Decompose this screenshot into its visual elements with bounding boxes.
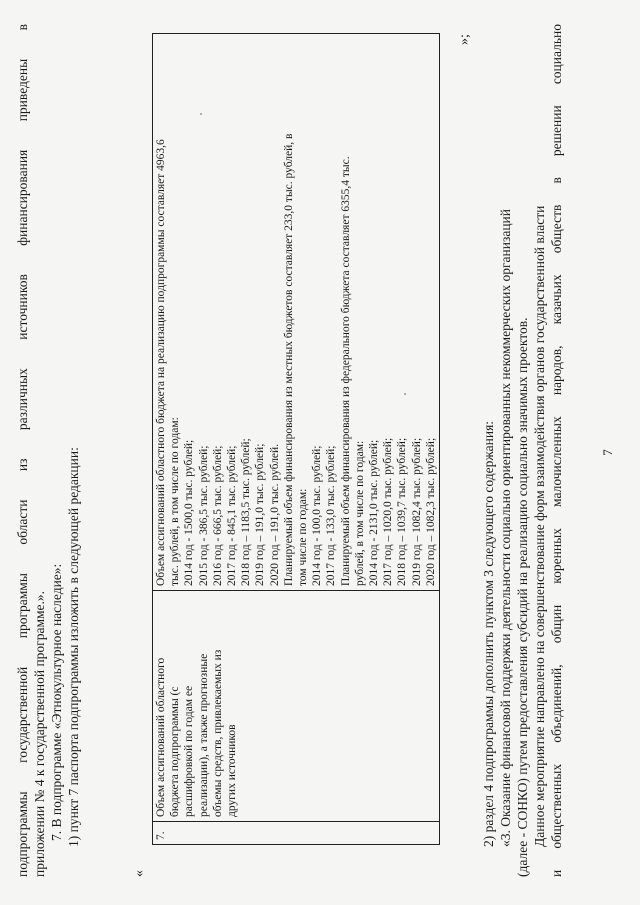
passport-table [152, 33, 440, 845]
close-quote: »; [457, 34, 472, 45]
scan-speck [404, 393, 406, 395]
label-line: реализации), а также прогнозные [197, 653, 210, 817]
table-row [153, 34, 440, 845]
content-line: 2015 год - 386,5 тыс. рублей; [197, 445, 210, 586]
section-3-line-2: (далее - СОНКО) путем предоставления субсидий на реализацию социально значимых проектов. [515, 317, 530, 877]
label-line: Объем ассигнований областного [155, 657, 167, 817]
section-3-line-1: «3. Оказание финансовой поддержки деятельности социально ориентированных некоммерческих организаций [498, 209, 513, 847]
open-quote: « [132, 870, 147, 877]
intro-line-1: подпрограммы государственной программы области из различных источников финансирования приведены в [15, 24, 30, 877]
content-line: 2018 год – 1183,5 тыс. рублей; [240, 438, 253, 586]
content-line: 2019 год – 191,0 тыс. рублей; [254, 443, 267, 586]
content-line: 2018 год – 1039,7 тыс. рублей; [396, 437, 409, 586]
content-line: 2017 год - 845,1 тыс. рублей; [226, 445, 239, 586]
content-line: 2016 год - 666,5 тыс. рублей; [211, 445, 224, 586]
intro-line-2: приложении № 4 к государственной программе.». [32, 590, 47, 877]
label-line: расшифровкой по годам ее [183, 685, 196, 817]
content-line: Объем ассигнований областного бюджета на реализацию подпрограммы составляет 4963,6 [155, 139, 167, 586]
content-line: Планируемый объем финансирования из федерального бюджета составляет 6355,4 тыс. [339, 156, 352, 586]
content-line: том числе по годам: [297, 488, 310, 586]
page-number: 7 [600, 449, 615, 456]
measure-line-2: и общественных объединений, общин коренных малочисленных народов, казачьих обществ в решении социально [549, 24, 564, 877]
measure-line-1: Данное мероприятие направлено на совершенствование форм взаимодействия органов государственной власти [532, 205, 547, 847]
content-line: 2014 год - 1500,0 тыс. рублей; [183, 439, 196, 586]
content-line: 2014 год - 100,0 тыс. рублей; [311, 445, 324, 586]
content-line: 2019 год – 1082,4 тыс. рублей; [410, 437, 423, 586]
label-line: других источников [226, 724, 239, 817]
item-1-text: 1) пункт 7 паспорта подпрограммы изложить в следующей редакции: [66, 447, 81, 847]
label-line: бюджета подпрограммы (с [169, 686, 182, 817]
content-line: 2017 год - 133,0 тыс. рублей; [325, 445, 338, 586]
content-line: 2017 год – 1020,0 тыс. рублей; [382, 437, 395, 586]
content-cell [153, 34, 440, 591]
item-2-text: 2) раздел 4 подпрограммы дополнить пунктом 3 следующего содержания: [481, 420, 496, 847]
subprogram-heading: 7. В подпрограмме «Этнокультурное наследие»: [49, 563, 64, 841]
content-line: Планируемый объем финансирования из местных бюджетов составляет 233,0 тыс. рублей, в [282, 133, 295, 586]
content-line: рублей, в том числе по годам: [353, 440, 366, 586]
content-line: тыс. рублей, в том числе по годам: [169, 417, 182, 586]
content-line: 2020 год – 191,0 тыс. рублей. [268, 443, 281, 586]
content-line: 2014 год - 2131,0 тыс. рублей; [368, 439, 381, 586]
scan-speck [200, 113, 202, 115]
content-line: 2020 год – 1082,3 тыс. рублей; [424, 437, 437, 586]
row-number-cell: 7. [153, 822, 440, 845]
label-cell [153, 591, 440, 822]
label-line: объемы средств, привлекаемых из [211, 649, 224, 817]
